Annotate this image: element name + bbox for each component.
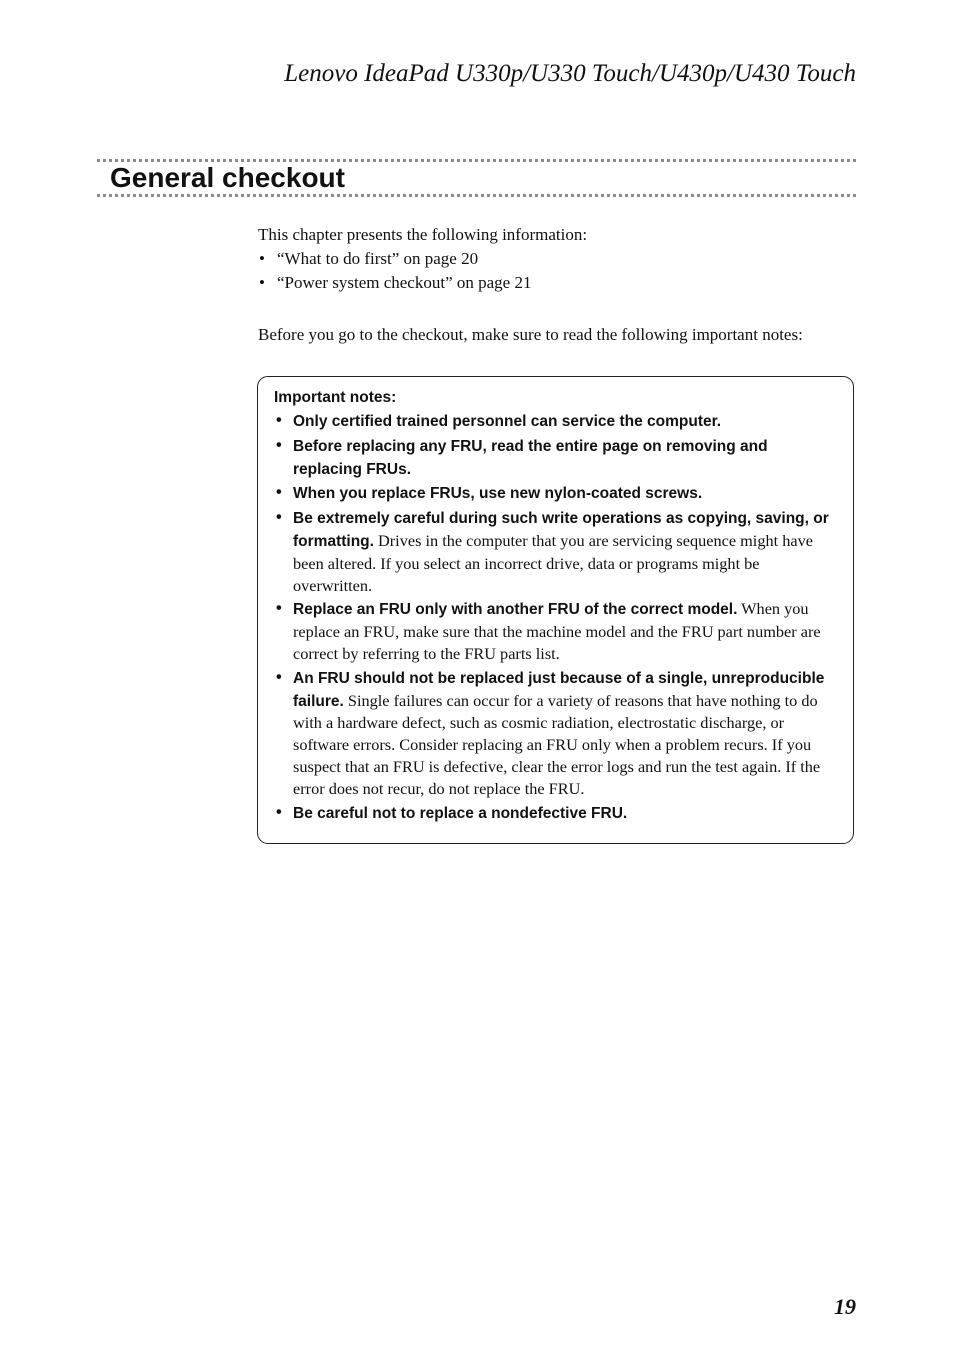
- list-item: [274, 667, 835, 800]
- bullet: •: [276, 411, 282, 429]
- bullet: •: [276, 435, 282, 454]
- note-bold-text: When you replace FRUs, use new nylon-coated screws.: [293, 485, 703, 503]
- list-item: [274, 435, 835, 481]
- notes-list: [274, 410, 835, 824]
- bullet: •: [276, 508, 282, 527]
- list-item: [258, 247, 858, 271]
- note-text: When you replace an FRU, make sure that the machine model and the FRU part number are correct by referring to the FRU parts list.: [293, 599, 821, 663]
- list-item: [258, 271, 858, 295]
- bullet: •: [276, 483, 282, 502]
- note-bold-text: Replace an FRU only with another FRU of the correct model.: [293, 601, 738, 619]
- bullet: •: [276, 667, 282, 686]
- intro-list: [258, 247, 858, 295]
- intro-section: [258, 223, 858, 295]
- page-number: 19: [834, 1294, 856, 1319]
- list-item: [274, 802, 835, 825]
- note-text: Single failures can occur for a variety of reasons that have nothing to do with a hardware defect, such as cosmic radiation, electrostatic discharge, or software errors. Consider replacing an FRU only when a problem recurs. If you suspect that an FRU is defective, clear the error logs and run the test again. If the error does not recur, do not replace the FRU.: [293, 690, 821, 798]
- notes-title: Important notes:: [274, 389, 397, 406]
- bullet: •: [259, 273, 265, 292]
- bullet: •: [276, 802, 282, 821]
- list-item: [274, 598, 835, 664]
- note-bold-text: An FRU should not be replaced just because of a single, unreproducible failure.: [293, 669, 825, 710]
- chapter-title: General checkout: [110, 162, 345, 193]
- title-rule-bottom: [97, 194, 856, 197]
- running-header: Lenovo IdeaPad U330p/U330 Touch/U430p/U430 Touch: [284, 60, 856, 87]
- note-bold-text: Be extremely careful during such write operations as copying, saving, or formatting.: [293, 510, 829, 550]
- list-item: [274, 507, 835, 596]
- important-notes-box: [257, 376, 854, 844]
- bullet: •: [276, 599, 282, 618]
- note-bold-text: Before replacing any FRU, read the entire page on removing and replacing FRUs.: [293, 437, 768, 478]
- note-bold-text: Only certified trained personnel can service the computer.: [293, 413, 722, 430]
- note-text: Drives in the computer that you are servicing sequence might have been altered. If you select an incorrect drive, data or programs might be overwritten.: [293, 530, 813, 595]
- note-bold-text: Be careful not to replace a nondefective FRU.: [293, 804, 628, 822]
- cross-reference-link[interactable]: “Power system checkout” on page 21: [277, 273, 532, 292]
- bullet: •: [259, 249, 265, 268]
- cross-reference-link[interactable]: “What to do first” on page 20: [277, 249, 479, 268]
- list-item: [274, 482, 835, 505]
- list-item: [274, 410, 835, 433]
- before-checkout-note: Before you go to the checkout, make sure to read the following important notes:: [258, 325, 803, 344]
- intro-lead: This chapter presents the following information:: [258, 225, 588, 244]
